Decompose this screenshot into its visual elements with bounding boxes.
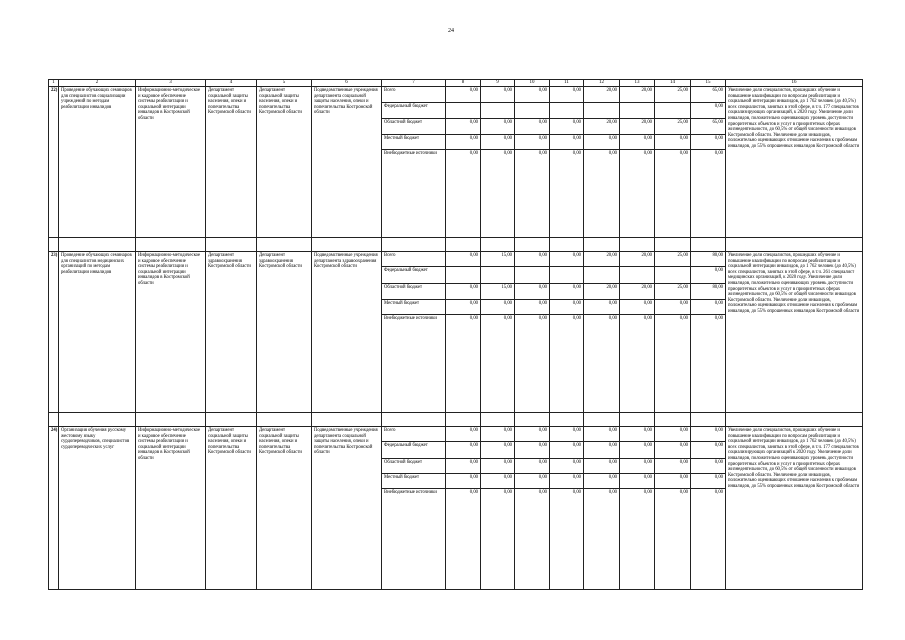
- executor: Департамент социальной защиты населения, опеки и попечительства Костромской области: [257, 427, 312, 590]
- amount-cell: [655, 267, 691, 284]
- column-number: 1: [49, 80, 59, 87]
- amount-cell: 0,00: [515, 489, 550, 590]
- amount-cell: 0,00: [515, 459, 550, 474]
- amount-cell: 0,00: [515, 442, 550, 459]
- amount-cell: 25,00: [655, 252, 691, 267]
- amount-cell: 0,00: [550, 87, 584, 103]
- amount-cell: 0,00: [446, 119, 481, 135]
- amount-cell: 0,00: [481, 87, 515, 103]
- amount-cell: 0,00: [584, 489, 620, 590]
- column-number: 5: [257, 80, 312, 87]
- amount-cell: 0,00: [481, 300, 515, 315]
- amount-cell: 0,00: [691, 267, 726, 284]
- amount-cell: 20,00: [620, 87, 655, 103]
- amount-cell: 0,00: [515, 150, 550, 238]
- amount-cell: 25,00: [655, 284, 691, 300]
- amount-cell: [515, 103, 550, 119]
- executor: Департамент социальной защиты населения, опеки и попечительства Костромской области: [257, 87, 312, 238]
- amount-cell: 0,00: [481, 474, 515, 489]
- amount-cell: 0,00: [655, 442, 691, 459]
- amount-cell: 20,00: [584, 119, 620, 135]
- amount-cell: 0,00: [515, 252, 550, 267]
- column-number: 11: [550, 80, 584, 87]
- item-number: 23): [49, 252, 59, 413]
- coordinator: Департамент здравоохранения Костромской области: [206, 252, 257, 413]
- amount-cell: 0,00: [691, 489, 726, 590]
- amount-cell: 20,00: [584, 284, 620, 300]
- amount-cell: 0,00: [584, 459, 620, 474]
- amount-cell: 0,00: [620, 442, 655, 459]
- funding-source-label: Федеральный бюджет: [382, 267, 446, 284]
- coordinator: Департамент социальной защиты населения, опеки и попечительства Костромской области: [206, 87, 257, 238]
- amount-cell: 0,00: [446, 300, 481, 315]
- item-number: 22): [49, 87, 59, 238]
- amount-cell: 0,00: [584, 442, 620, 459]
- participants: Подведомственные учреждения департамента здравоохранения Костромской области: [312, 252, 382, 413]
- amount-cell: 0,00: [550, 315, 584, 413]
- column-number: 14: [655, 80, 691, 87]
- amount-cell: [584, 103, 620, 119]
- amount-cell: 0,00: [446, 474, 481, 489]
- amount-cell: 0,00: [655, 135, 691, 150]
- amount-cell: 0,00: [691, 427, 726, 442]
- table-row: [49, 427, 863, 442]
- amount-cell: 0,00: [446, 489, 481, 590]
- amount-cell: 0,00: [620, 459, 655, 474]
- amount-cell: 0,00: [481, 119, 515, 135]
- amount-cell: 0,00: [550, 284, 584, 300]
- measure-type: Информационно-методическое и кадровое обеспечение системы реабилитации и социальной интеграции инвалидов в Костромской области: [136, 427, 206, 590]
- amount-cell: 25,00: [655, 87, 691, 103]
- column-number: 16: [726, 80, 863, 87]
- amount-cell: 0,00: [620, 150, 655, 238]
- amount-cell: [620, 103, 655, 119]
- amount-cell: 0,00: [481, 135, 515, 150]
- amount-cell: 0,00: [691, 150, 726, 238]
- column-number: 9: [481, 80, 515, 87]
- column-number: 7: [382, 80, 446, 87]
- item-number: 24): [49, 427, 59, 590]
- program-table-container: [48, 79, 863, 590]
- amount-cell: [655, 103, 691, 119]
- amount-cell: 0,00: [691, 442, 726, 459]
- block-spacer: [49, 413, 863, 427]
- participants: Подведомственные учреждения департамента социальной защиты населения, опеки и попечительства Костромской области: [312, 427, 382, 590]
- amount-cell: 0,00: [550, 150, 584, 238]
- amount-cell: 0,00: [481, 459, 515, 474]
- amount-cell: 0,00: [550, 427, 584, 442]
- amount-cell: 0,00: [515, 427, 550, 442]
- amount-cell: 25,00: [655, 119, 691, 135]
- amount-cell: 0,00: [515, 300, 550, 315]
- amount-cell: 0,00: [584, 427, 620, 442]
- participants: Подведомственные учреждения департамента социальной защиты населения, опеки и попечительства Костромской области: [312, 87, 382, 238]
- funding-source-label: Внебюджетные источники: [382, 315, 446, 413]
- amount-cell: 0,00: [550, 442, 584, 459]
- amount-cell: 0,00: [481, 489, 515, 590]
- amount-cell: 0,00: [584, 135, 620, 150]
- amount-cell: 0,00: [655, 427, 691, 442]
- amount-cell: 0,00: [515, 87, 550, 103]
- column-number: 15: [691, 80, 726, 87]
- amount-cell: 0,00: [515, 474, 550, 489]
- amount-cell: [620, 267, 655, 284]
- measure-type: Информационно-методическое и кадровое обеспечение системы реабилитации и социальной интеграции инвалидов в Костромской области: [136, 87, 206, 238]
- column-number: 2: [59, 80, 136, 87]
- amount-cell: 0,00: [550, 252, 584, 267]
- measure-name: Проведение обучающих семинаров для специалистов медицинских организаций по методам реабилитации инвалидов: [59, 252, 136, 413]
- amount-cell: 0,00: [584, 150, 620, 238]
- amount-cell: 20,00: [620, 284, 655, 300]
- amount-cell: [550, 267, 584, 284]
- amount-cell: 0,00: [550, 135, 584, 150]
- expected-result: Увеличение доли специалистов, прошедших обучение и повышение квалификации по вопросам реабилитации и социальной интеграции инвалидов, до 1 762 человек (до 40,5%) всех специалистов, занятых в этой сфере, в т.ч. 177 специалистов социализирующих организаций, к 2020 году. Увеличение доли инвалидов, положительно оценивающих уровень доступности приоритетных объектов и услуг в приоритетных сферах жизнедеятельности, до 60,5% от общей численности инвалидов Костромской области. Увеличение доли инвалидов, положительно оценивающих отношение населения к проблемам инвалидов, до 55% опрошенных инвалидов Костромской области: [726, 87, 863, 238]
- amount-cell: 0,00: [655, 489, 691, 590]
- funding-source-label: Федеральный бюджет: [382, 442, 446, 459]
- funding-source-label: Местный бюджет: [382, 474, 446, 489]
- coordinator: Департамент социальной защиты населения, опеки и попечительства Костромской области: [206, 427, 257, 590]
- amount-cell: 0,00: [550, 474, 584, 489]
- amount-cell: [584, 267, 620, 284]
- funding-source-label: Всего: [382, 87, 446, 103]
- table-row: [49, 252, 863, 267]
- amount-cell: 0,00: [691, 459, 726, 474]
- amount-cell: 0,00: [550, 459, 584, 474]
- block-spacer: [49, 238, 863, 252]
- amount-cell: 0,00: [515, 315, 550, 413]
- executor: Департамент здравоохранения Костромской области: [257, 252, 312, 413]
- amount-cell: 0,00: [446, 252, 481, 267]
- amount-cell: 0,00: [620, 135, 655, 150]
- column-number: 8: [446, 80, 481, 87]
- amount-cell: 0,00: [481, 150, 515, 238]
- amount-cell: 65,00: [691, 87, 726, 103]
- funding-source-label: Внебюджетные источники: [382, 489, 446, 590]
- amount-cell: 0,00: [584, 315, 620, 413]
- funding-source-label: Местный бюджет: [382, 300, 446, 315]
- amount-cell: 0,00: [620, 300, 655, 315]
- amount-cell: 0,00: [550, 489, 584, 590]
- expected-result: Увеличение доли специалистов, прошедших обучение и повышение квалификации по вопросам реабилитации и социальной интеграции инвалидов, до 1 762 человек (до 40,5%) всех специалистов, занятых в этой сфере, в т.ч. 261 специалист медицинских организаций, к 2020 году. Увеличение доли инвалидов, положительно оценивающих уровень доступности приоритетных объектов и услуг в приоритетных сферах жизнедеятельности, до 60,5% от общей численности инвалидов Костромской области. Увеличение доли инвалидов, положительно оценивающих отношение населения к проблемам инвалидов, до 55% опрошенных инвалидов Костромской области: [726, 252, 863, 413]
- amount-cell: 0,00: [550, 300, 584, 315]
- amount-cell: 0,00: [481, 315, 515, 413]
- funding-source-label: Всего: [382, 427, 446, 442]
- funding-source-label: Всего: [382, 252, 446, 267]
- amount-cell: [550, 103, 584, 119]
- amount-cell: 15,00: [481, 284, 515, 300]
- column-number: 12: [584, 80, 620, 87]
- column-number: 6: [312, 80, 382, 87]
- amount-cell: 0,00: [481, 427, 515, 442]
- amount-cell: [446, 103, 481, 119]
- amount-cell: 0,00: [446, 442, 481, 459]
- amount-cell: 0,00: [584, 300, 620, 315]
- amount-cell: 0,00: [446, 135, 481, 150]
- amount-cell: 0,00: [620, 315, 655, 413]
- measure-name: Организация обучения русскому жестовому языку сурдопереводчиков, специалистов сурдопереводческих услуг: [59, 427, 136, 590]
- funding-source-label: Внебюджетные источники: [382, 150, 446, 238]
- amount-cell: 0,00: [691, 474, 726, 489]
- funding-source-label: Областной бюджет: [382, 284, 446, 300]
- expected-result: Увеличение доли специалистов, прошедших обучение и повышение квалификации по вопросам реабилитации и социальной интеграции инвалидов, до 1 762 человек (до 40,5%) всех специалистов, занятых в этой сфере, в т.ч. 177 специалистов социализирующих организаций к 2020 году. Увеличение доли инвалидов, положительно оценивающих уровень доступности приоритетных объектов и услуг в приоритетных сферах жизнедеятельности, до 60,5% от общей численности инвалидов Костромской области. Увеличение доли инвалидов, положительно оценивающих отношение населения к проблемам инвалидов, до 55% опрошенных инвалидов Костромской области: [726, 427, 863, 590]
- amount-cell: 0,00: [620, 427, 655, 442]
- measure-type: Информационно-методическое и кадровое обеспечение системы реабилитации и социальной интеграции инвалидов в Костромской области: [136, 252, 206, 413]
- amount-cell: 0,00: [655, 474, 691, 489]
- amount-cell: 0,00: [620, 474, 655, 489]
- funding-source-label: Областной бюджет: [382, 459, 446, 474]
- funding-source-label: Федеральный бюджет: [382, 103, 446, 119]
- column-number: 4: [206, 80, 257, 87]
- amount-cell: 0,00: [446, 150, 481, 238]
- funding-source-label: Областной бюджет: [382, 119, 446, 135]
- measure-name: Проведение обучающих семинаров для специалистов социализации учреждений по методам реабилитации инвалидов: [59, 87, 136, 238]
- amount-cell: 0,00: [446, 427, 481, 442]
- amount-cell: 0,00: [446, 87, 481, 103]
- amount-cell: 0,00: [446, 315, 481, 413]
- amount-cell: 0,00: [481, 442, 515, 459]
- amount-cell: 20,00: [620, 119, 655, 135]
- amount-cell: 65,00: [691, 119, 726, 135]
- column-number: 3: [136, 80, 206, 87]
- amount-cell: 0,00: [515, 119, 550, 135]
- table-row: [49, 87, 863, 103]
- amount-cell: 20,00: [620, 252, 655, 267]
- amount-cell: 0,00: [691, 103, 726, 119]
- amount-cell: 80,00: [691, 252, 726, 267]
- amount-cell: 0,00: [655, 300, 691, 315]
- amount-cell: 80,00: [691, 284, 726, 300]
- amount-cell: 0,00: [550, 119, 584, 135]
- amount-cell: 0,00: [515, 135, 550, 150]
- amount-cell: 0,00: [620, 489, 655, 590]
- amount-cell: [481, 103, 515, 119]
- page-number: 24: [448, 28, 454, 34]
- amount-cell: 0,00: [691, 300, 726, 315]
- amount-cell: 0,00: [691, 315, 726, 413]
- funding-source-label: Местный бюджет: [382, 135, 446, 150]
- program-table: [48, 79, 863, 590]
- amount-cell: [481, 267, 515, 284]
- amount-cell: 0,00: [655, 150, 691, 238]
- amount-cell: 0,00: [655, 459, 691, 474]
- amount-cell: 0,00: [446, 284, 481, 300]
- column-number-row: [49, 80, 863, 87]
- amount-cell: 15,00: [481, 252, 515, 267]
- amount-cell: [515, 267, 550, 284]
- amount-cell: 0,00: [584, 474, 620, 489]
- amount-cell: [446, 267, 481, 284]
- amount-cell: 0,00: [515, 284, 550, 300]
- amount-cell: 0,00: [446, 459, 481, 474]
- amount-cell: 20,00: [584, 87, 620, 103]
- column-number: 10: [515, 80, 550, 87]
- amount-cell: 0,00: [691, 135, 726, 150]
- amount-cell: 0,00: [655, 315, 691, 413]
- column-number: 13: [620, 80, 655, 87]
- amount-cell: 20,00: [584, 252, 620, 267]
